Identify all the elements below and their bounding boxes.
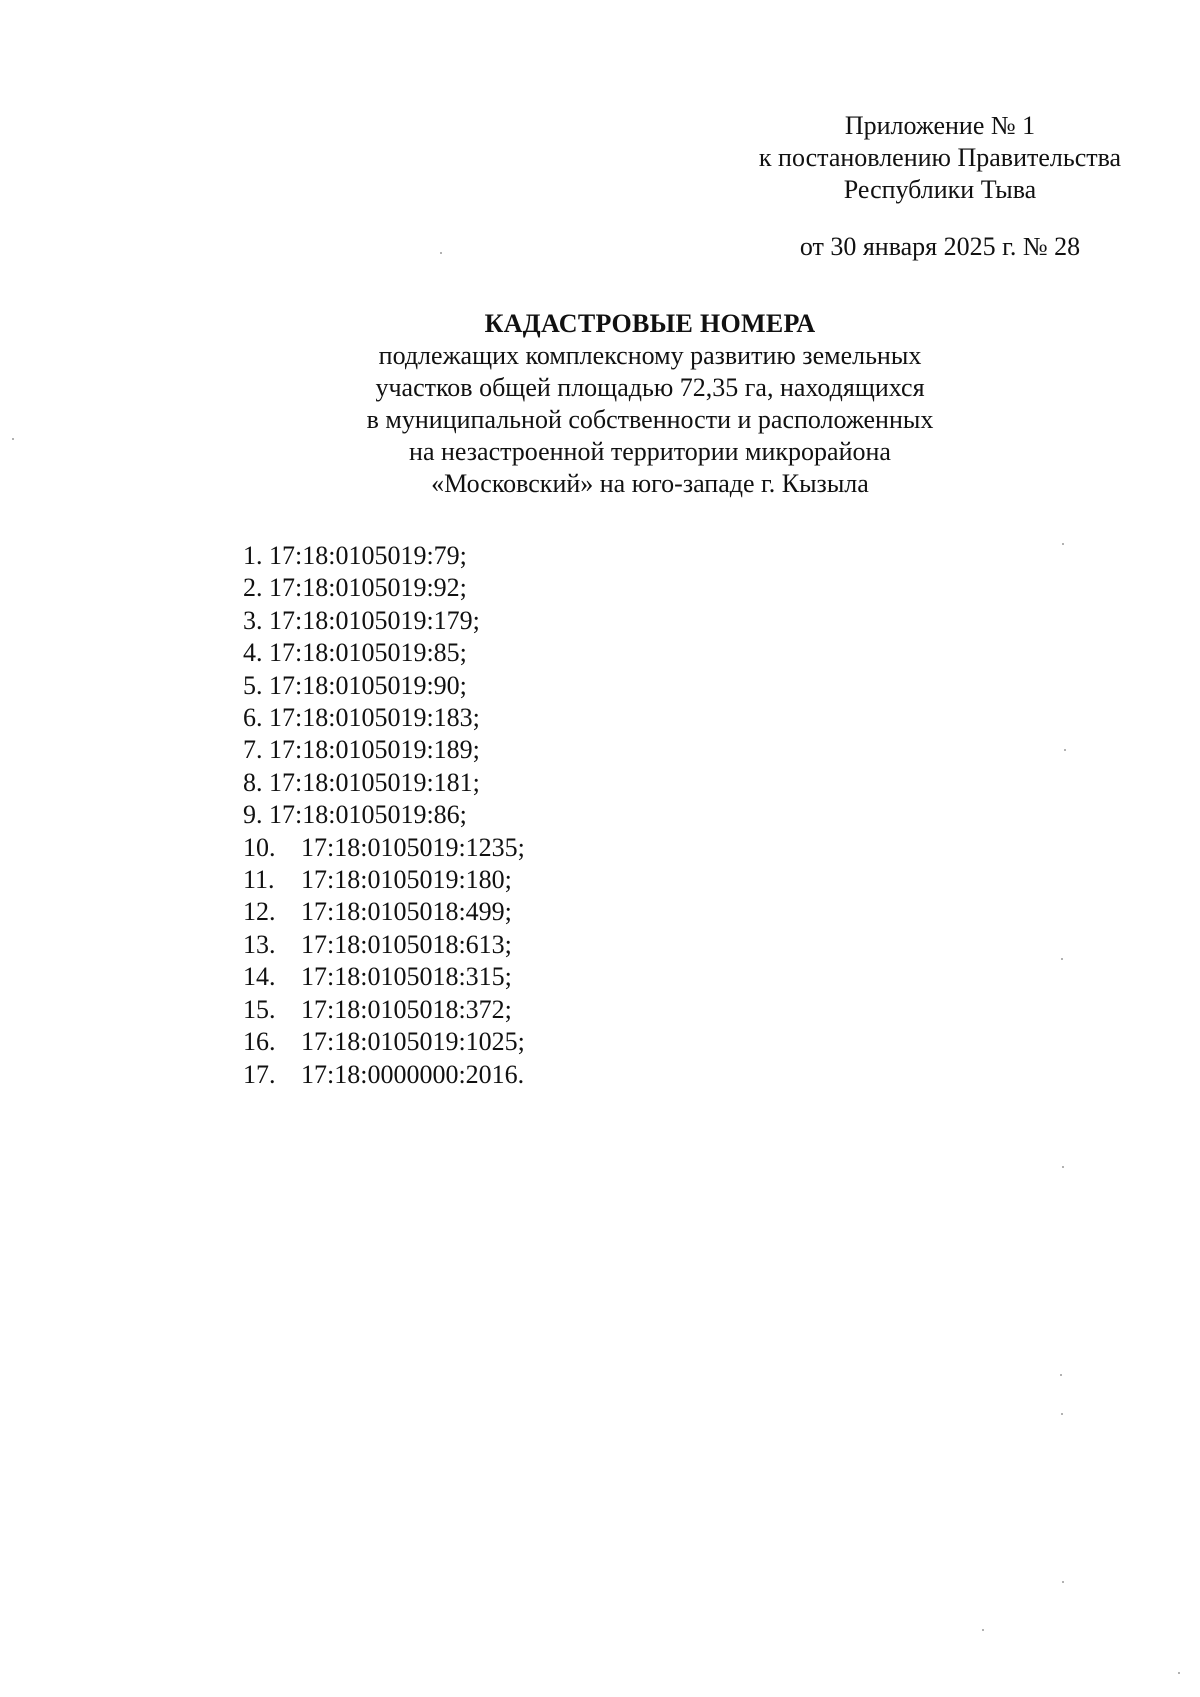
scan-speck (1062, 543, 1064, 545)
cadastral-number: 17:18:0105019:92; (269, 573, 467, 603)
list-item (243, 767, 743, 799)
cadastral-number-list (243, 540, 743, 1091)
list-item (243, 637, 743, 669)
cadastral-number: 17:18:0105018:372; (301, 994, 512, 1024)
scan-speck (1062, 1581, 1064, 1583)
item-number: 17. (243, 1059, 276, 1089)
document-title-block (300, 308, 1000, 500)
item-number: 9. (243, 800, 263, 830)
list-item (243, 670, 743, 702)
cadastral-number: 17:18:0105019:1025; (301, 1027, 525, 1057)
scan-speck (982, 1629, 984, 1631)
cadastral-number: 17:18:0105019:85; (269, 638, 467, 668)
item-number: 6. (243, 703, 263, 733)
appendix-line-resolution: к постановлению Правительства (758, 143, 1122, 172)
scan-speck (1178, 1672, 1180, 1674)
appendix-line-number: Приложение № 1 (844, 111, 1036, 140)
cadastral-number: 17:18:0105019:179; (269, 605, 480, 635)
list-item (243, 572, 743, 604)
subtitle-line: подлежащих комплексному развитию земельных (378, 341, 922, 370)
list-item (243, 702, 743, 734)
list-item (243, 961, 743, 993)
cadastral-number: 17:18:0105019:1235; (301, 832, 525, 862)
cadastral-number: 17:18:0105019:189; (269, 735, 480, 765)
scan-speck (440, 252, 442, 254)
list-item (243, 929, 743, 961)
item-number: 11. (243, 865, 275, 895)
appendix-header (740, 110, 1140, 206)
item-number: 1. (243, 541, 263, 570)
item-number: 8. (243, 767, 263, 797)
appendix-date: от 30 января 2025 г. № 28 (799, 232, 1081, 261)
list-item (243, 799, 743, 831)
cadastral-number: 17:18:0105019:181; (269, 767, 480, 797)
item-number: 12. (243, 897, 276, 927)
cadastral-number: 17:18:0000000:2016. (301, 1059, 525, 1089)
cadastral-number: 17:18:0105018:499; (301, 897, 512, 927)
document-title: КАДАСТРОВЫЕ НОМЕРА (484, 309, 816, 338)
list-item (243, 734, 743, 766)
cadastral-number: 17:18:0105019:90; (269, 670, 467, 700)
item-number: 13. (243, 929, 276, 959)
item-number: 15. (243, 994, 276, 1024)
item-number: 7. (243, 735, 263, 765)
scan-speck (1061, 1413, 1063, 1415)
scan-speck (1061, 958, 1063, 960)
scan-speck (1064, 749, 1066, 751)
subtitle-line: на незастроенной территории микрорайона (409, 437, 891, 466)
item-number: 4. (243, 638, 263, 668)
list-item (243, 540, 743, 572)
list-item (243, 1059, 743, 1091)
subtitle-line: «Московский» на юго-западе г. Кызыла (431, 469, 869, 498)
item-number: 14. (243, 962, 276, 992)
list-item (243, 1026, 743, 1058)
cadastral-number: 17:18:0105019:183; (269, 703, 480, 733)
cadastral-number: 17:18:0105019:79; (269, 541, 467, 570)
appendix-line-republic: Республики Тыва (843, 175, 1037, 204)
item-number: 10. (243, 832, 276, 862)
item-number: 3. (243, 605, 263, 635)
cadastral-number: 17:18:0105018:315; (301, 962, 512, 992)
list-item (243, 605, 743, 637)
subtitle-line: участков общей площадью 72,35 га, находящихся (375, 373, 925, 402)
cadastral-number: 17:18:0105019:86; (269, 800, 467, 830)
cadastral-number: 17:18:0105019:180; (301, 865, 512, 895)
scan-speck (12, 438, 14, 440)
cadastral-number: 17:18:0105018:613; (301, 929, 512, 959)
list-item (243, 864, 743, 896)
list-item (243, 832, 743, 864)
subtitle-line: в муниципальной собственности и расположенных (366, 405, 934, 434)
list-item (243, 994, 743, 1026)
item-number: 5. (243, 670, 263, 700)
scan-speck (1062, 1166, 1064, 1168)
item-number: 2. (243, 573, 263, 603)
scan-speck (1060, 1374, 1062, 1376)
item-number: 16. (243, 1027, 276, 1057)
list-item (243, 896, 743, 928)
